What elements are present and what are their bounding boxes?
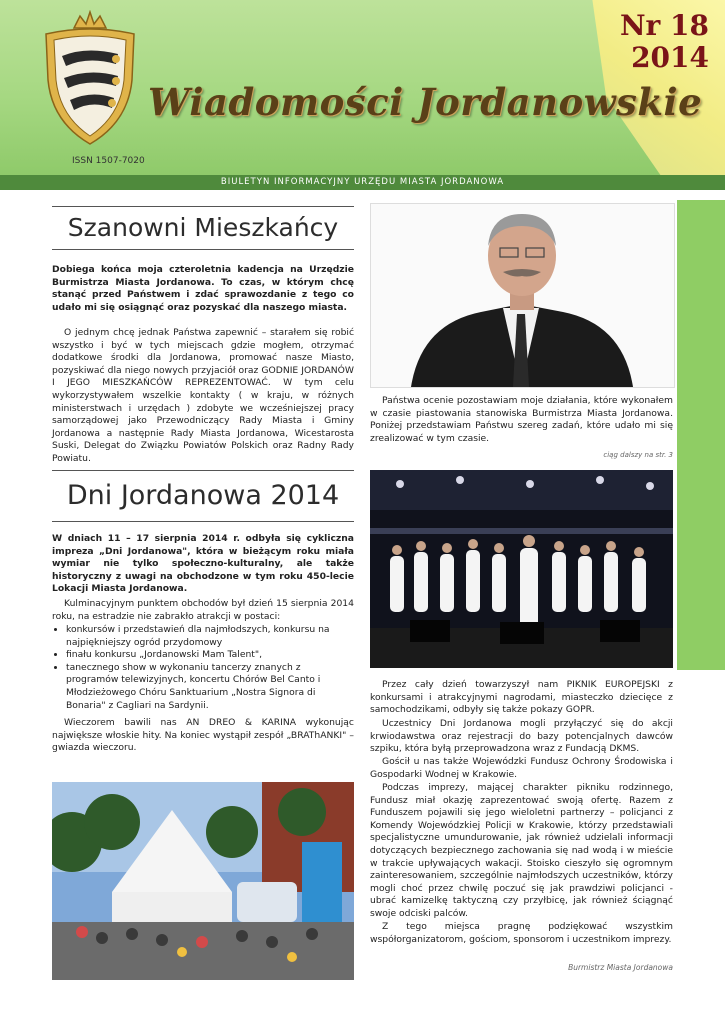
article2-heading: Dni Jordanowa 2014 [52, 470, 354, 522]
issue-line2: 2014 [631, 41, 709, 74]
issn: ISSN 1507-7020 [72, 156, 145, 166]
mayor-portrait-photo [370, 203, 675, 388]
mayor-portrait-illustration [371, 204, 674, 387]
article1-heading: Szanowni Mieszkańcy [52, 206, 354, 250]
article2-right-paragraph: Uczestnicy Dni Jordanowa mogli przyłączyć się do akcji krwiodawstwa oraz rejestracji do bazy potencjalnych dawców szpiku, która byłą przeprowadzona wraz z Fundacją DKMS. [370, 718, 673, 755]
jordanow-coat-of-arms-icon [36, 10, 144, 150]
sidebar-accent-top [677, 200, 725, 470]
festival-tent-photo [52, 782, 354, 980]
masthead-subtitle-band: BIULETYN INFORMACYJNY URZĘDU MIASTA JORDANOWA [0, 175, 725, 190]
issue-number [620, 10, 709, 74]
article2-bullet: • konkursów i przedstawień dla najmłodszych, konkursu na najpiękniejszy ogród przydomowy [66, 624, 354, 649]
article2-right-paragraph: Z tego miejsca pragnę podziękować wszystkim współorganizatorom, gościom, sponsorom i uczestnikom imprezy. [370, 921, 673, 945]
article2-right-paragraph: Gościł u nas także Wojewódzki Fundusz Ochrony Środowiska i Gospodarki Wodnej w Krakowie. [370, 756, 673, 780]
article1-right-text: Państwa ocenie pozostawiam moje działania, które wykonałem w czasie piastowania stanowiska Burmistrza Miasta Jordanowa. Poniżej przedstawiam Państwu szereg zadań, które udało mi się zrealizować w tym czasie. [370, 395, 673, 444]
article2-right-paragraph: Przez cały dzień towarzyszył nam PIKNIK EUROPEJSKI z konkursami i atrakcyjnymi nagrodami, miasteczko dziecięce z samochodzikami, odbyły się także pokazy GOPR. [370, 679, 673, 716]
article2-intro: Kulminacyjnym punktem obchodów był dzień 15 sierpnia 2014 roku, na estradzie nie zabrakło atrakcji w postaci: [52, 598, 354, 622]
article2-lead: W dniach 11 – 17 sierpnia 2014 r. odbyła się cykliczna impreza „Dni Jordanowa", która w bieżącym roku miała wymiar nie tylko społeczno-kulturalny, ale także historyczny z uwagi na obchodzone w tym roku 450-lecie Lokacji Miasta Jordanowa. [52, 533, 354, 595]
article2-bullet-list [52, 624, 354, 712]
article1-continued-note: ciąg dalszy na str. 3 [603, 451, 673, 459]
article2-right-paragraph: Podczas imprezy, mającej charakter pikniku rodzinnego, Fundusz miał okazję zaprezentować swoją ofertę. Razem z Funduszem pojawili się jego wieloletni partnerzy – policjanci z Komendy Wojewódzkiej Policji w Krakowie, którzy przedstawiali specjalistyczne umundurowanie, jak również udzielali informacji dotyczących bezpiecznego zachowania się nad wodą i w mieście w trakcie upływających wakacji. Stoisko cieszyło się ogromnym zainteresowaniem, szczególnie najmłodszych uczestników, którzy mogli choć przez chwilę poczuć się jak prawdziwi policjanci - ubrać kamizelkę taktyczną czy przyłbicę, jak również ściągnąć swoje odciski palców. [370, 782, 673, 919]
masthead-title: Wiadomości Jordanowskie [148, 80, 703, 124]
stage-choir-illustration [370, 470, 673, 668]
article1-lead: Dobiega końca moja czteroletnia kadencja na Urzędzie Burmistrza Miasta Jordanowa. To czas, w którym chcę stanąć przed Państwem i zdać sprawozdanie z tego co udało mi się osiągnąć oraz pozyskać dla naszego miasta. [52, 264, 354, 313]
article2-bullet: • tanecznego show w wykonaniu tancerzy znanych z programów telewizyjnych, koncertu Chórów Bel Canto i Młodzieżowego Chóru Sanktuarium „Nostra Signora di Bonaria" z Cagliari na Sardynii. [66, 662, 354, 712]
article2-signature: Burmistrz Miasta Jordanowa [568, 963, 673, 972]
article2-closing: Wieczorem bawili nas AN DREO & KARINA wykonując największe włoskie hity. Na koniec wystąpił zespół „BRAThANKI" – gwiazda wieczoru. [52, 717, 354, 754]
stage-choir-photo [370, 470, 673, 668]
article1-body: O jednym chcę jednak Państwa zapewnić – starałem się robić wszystko i być w tych miejscach gdzie mogłem, otrzymać dodatkowe środki dla Jordanowa, promować nasze Miasto, pozyskiwać dla niego nowych przyjaciół oraz GODNIE JORDANÓW I JEGO MIESZKAŃCÓW REPREZENTOWAĆ. W tym celu wykorzystywałem wszelkie kontakty ( w kraju, w różnych ministerstwach i urzędach ) zdobyte we wcześniejszej pracy samorządowej jako Przewodniczący Rady Miasta i Gminy Jordanowa a następnie Rady Miasta Jordanowa, Wicestarosta Suski, Delegat do Związku Powiatów Polskich oraz Radny Rady Powiatu. [52, 327, 354, 464]
article2-bullet: • finału konkursu „Jordanowski Mam Talent", [66, 649, 354, 662]
sidebar-accent-middle [677, 470, 725, 670]
festival-tent-illustration [52, 782, 354, 980]
issue-line1: Nr 18 [619, 9, 709, 42]
